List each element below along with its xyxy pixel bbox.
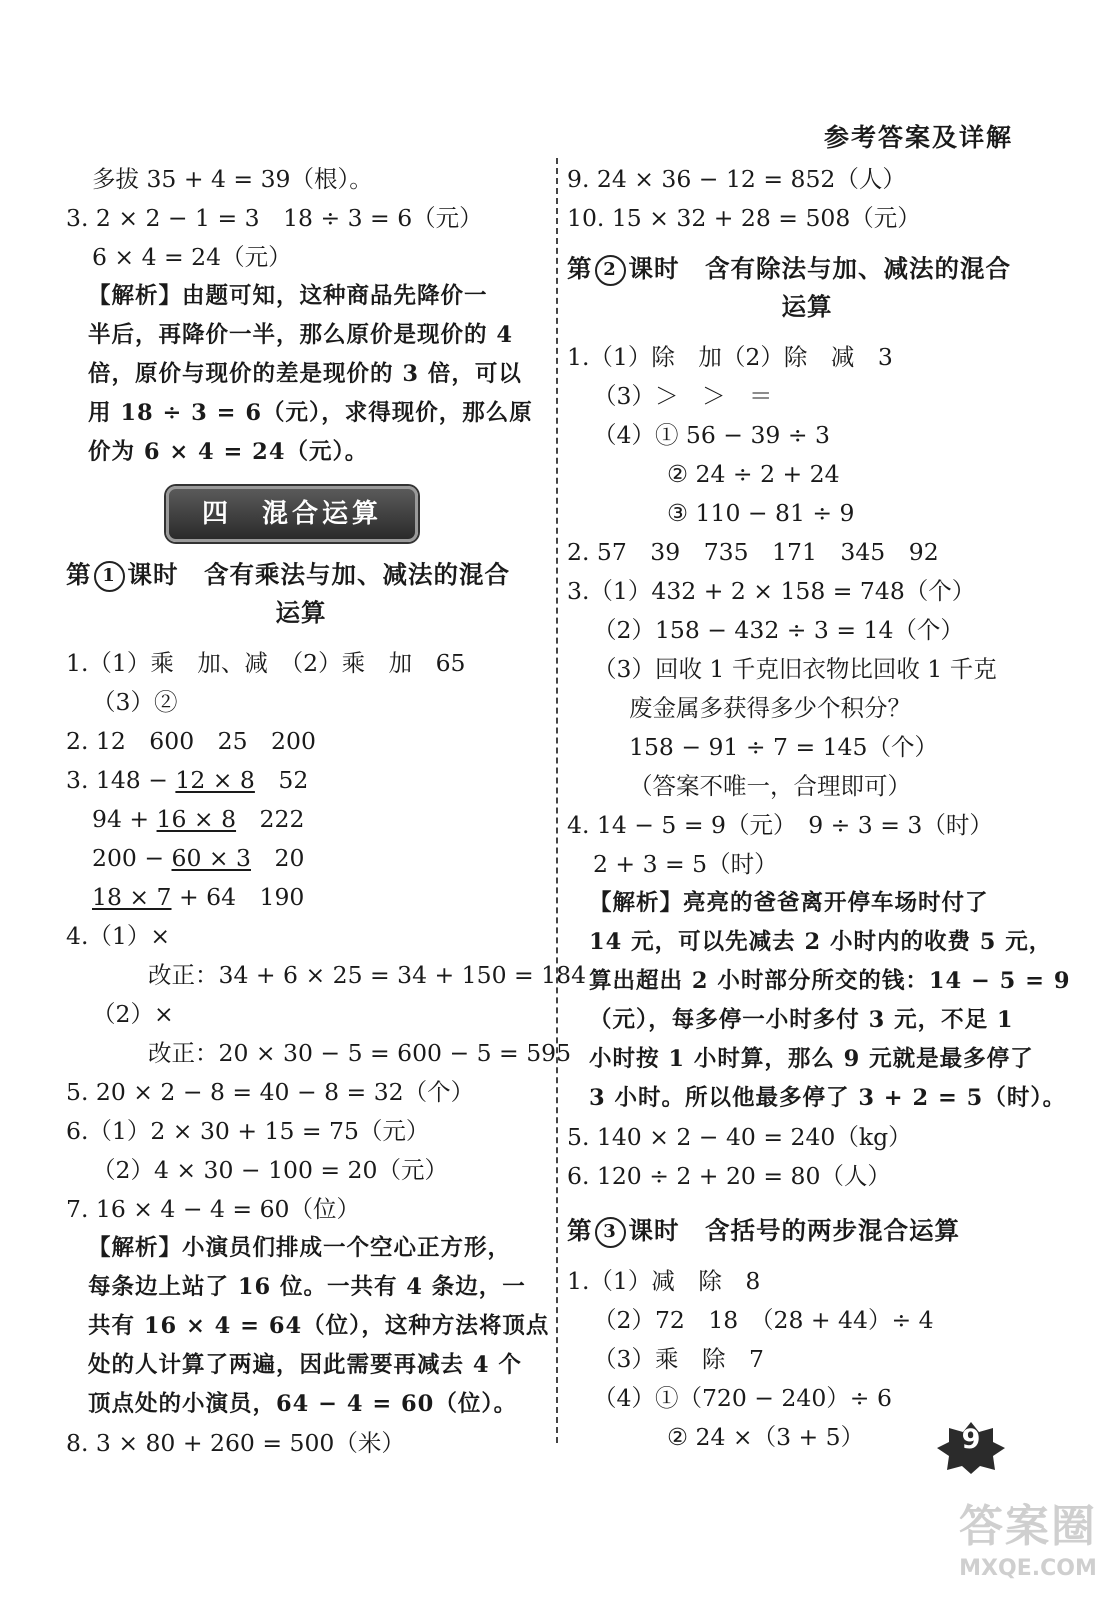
answer-line: （2）× bbox=[92, 1000, 174, 1028]
lesson-title-text: 课时 含有除法与加、减法的混合 bbox=[628, 254, 1011, 283]
answer-line: 6.（1）2 × 30 + 15 = 75（元） bbox=[66, 1117, 430, 1145]
note-line: 小时按 1 小时算，那么 9 元就是最多停了 bbox=[589, 1046, 1034, 1072]
note-line: 【解析】由题可知，这种商品先降价一 bbox=[88, 283, 488, 309]
note-line: 用 18 ÷ 3 = 6（元），求得现价，那么原 bbox=[88, 400, 533, 426]
lesson-title-text: 课时 含括号的两步混合运算 bbox=[628, 1216, 960, 1245]
answer-line: 改正：34 + 6 × 25 = 34 + 150 = 184 bbox=[148, 961, 587, 989]
lesson-title bbox=[66, 556, 536, 632]
answer-line: （3）＞ ＞ ＝ bbox=[593, 382, 773, 410]
answer-line: （2）72 18 （28 + 44）÷ 4 bbox=[593, 1306, 934, 1334]
answer-line: 3. 2 × 2 − 1 = 3 18 ÷ 3 = 6（元） bbox=[66, 204, 483, 232]
right-column bbox=[567, 160, 1071, 1457]
answer-line: ② 24 ÷ 2 + 24 bbox=[667, 460, 840, 488]
note-line: 倍，原价与现价的差是现价的 3 倍，可以 bbox=[88, 361, 522, 387]
answer-line: 6. 120 ÷ 2 + 20 = 80（人） bbox=[567, 1162, 891, 1190]
answer-line: （3）回收 1 千克旧衣物比回收 1 千克 bbox=[593, 655, 997, 683]
note-line: 每条边上站了 16 位。一共有 4 条边，一 bbox=[88, 1274, 526, 1300]
answer-line: （3）乘 除 7 bbox=[593, 1345, 764, 1373]
answer-line: （2）4 × 30 − 100 = 20（元） bbox=[92, 1156, 448, 1184]
answer-line: 改正：20 × 30 − 5 = 600 − 5 = 595 bbox=[148, 1039, 572, 1067]
note-line: 顶点处的小演员，64 − 4 = 60（位）。 bbox=[88, 1391, 518, 1417]
answer-line: 8. 3 × 80 + 260 = 500（米） bbox=[66, 1429, 405, 1457]
analysis-note bbox=[66, 277, 536, 472]
page-number: 9 bbox=[961, 1424, 981, 1455]
lesson-title-text: 课时 含有乘法与加、减法的混合 bbox=[127, 560, 510, 589]
section-banner: 四 混合运算 bbox=[166, 486, 418, 542]
lesson-number-badge: 1 bbox=[94, 561, 125, 592]
answer-line: 2. 12 600 25 200 bbox=[66, 727, 316, 755]
answer-line bbox=[66, 878, 536, 917]
expr-part: 3. 148 − bbox=[66, 766, 176, 794]
answer-line: 1.（1）除 加（2）除 减 3 bbox=[567, 343, 893, 371]
expr-part: + 64 190 bbox=[171, 883, 305, 911]
page-number-badge bbox=[935, 1420, 1007, 1474]
lesson-title bbox=[567, 250, 1047, 326]
expr-part: 52 bbox=[254, 766, 309, 794]
answer-line: （4）①（720 − 240）÷ 6 bbox=[593, 1384, 892, 1412]
answer-line: 2. 57 39 735 171 345 92 bbox=[567, 538, 939, 566]
lesson-title-text: 运算 bbox=[275, 598, 327, 627]
note-line: 3 小时。所以他最多停了 3 + 2 = 5（时）。 bbox=[589, 1085, 1067, 1111]
expr-part: 200 − bbox=[92, 844, 172, 872]
answer-line bbox=[66, 800, 536, 839]
expr-part: 20 bbox=[251, 844, 305, 872]
watermark bbox=[943, 1470, 1113, 1600]
answer-line: 4.（1）× bbox=[66, 922, 171, 950]
answer-line: 5. 140 × 2 − 40 = 240（kg） bbox=[567, 1123, 912, 1151]
answer-line: 多拔 35 + 4 = 39（根）。 bbox=[92, 165, 373, 193]
answer-line: 4. 14 − 5 = 9（元） 9 ÷ 3 = 3（时） bbox=[567, 811, 993, 839]
note-line: 算出超出 2 小时部分所交的钱：14 − 5 = 9 bbox=[589, 968, 1071, 994]
note-line: 14 元，可以先减去 2 小时内的收费 5 元， bbox=[589, 929, 1053, 955]
answer-line: 9. 24 × 36 − 12 = 852（人） bbox=[567, 165, 906, 193]
note-line: 处的人计算了两遍，因此需要再减去 4 个 bbox=[88, 1352, 522, 1378]
answer-line: 158 − 91 ÷ 7 = 145（个） bbox=[629, 733, 938, 761]
answer-line bbox=[66, 839, 536, 878]
answer-line bbox=[66, 761, 536, 800]
lesson-title-text: 运算 bbox=[781, 292, 833, 321]
note-line: （元），每多停一小时多付 3 元，不足 1 bbox=[589, 1007, 1014, 1033]
lesson-prefix: 第 bbox=[567, 254, 593, 283]
expr-part: 222 bbox=[236, 805, 305, 833]
lesson-number-badge: 3 bbox=[595, 1217, 626, 1248]
analysis-note bbox=[66, 1229, 550, 1424]
answer-line: 1.（1）乘 加、减 （2）乘 加 65 bbox=[66, 649, 466, 677]
lesson-prefix: 第 bbox=[567, 1216, 593, 1245]
underlined-expr: 18 × 7 bbox=[92, 883, 172, 911]
note-line: 共有 16 × 4 = 64（位），这种方法将顶点 bbox=[88, 1313, 550, 1339]
answer-line: 1.（1）减 除 8 bbox=[567, 1267, 761, 1295]
lesson-title bbox=[567, 1212, 1047, 1250]
answer-line: ③ 110 − 81 ÷ 9 bbox=[667, 499, 855, 527]
left-column bbox=[66, 160, 587, 1463]
expr-part: 94 + bbox=[92, 805, 157, 833]
running-header: 参考答案及详解 bbox=[823, 123, 1013, 152]
note-line: 【解析】小演员们排成一个空心正方形， bbox=[88, 1235, 512, 1261]
answer-line: 2 + 3 = 5（时） bbox=[593, 850, 778, 878]
answer-line: 5. 20 × 2 − 8 = 40 − 8 = 32（个） bbox=[66, 1078, 475, 1106]
note-line: 价为 6 × 4 = 24（元）。 bbox=[88, 439, 369, 465]
note-line: 半后，再降价一半，那么原价是现价的 4 bbox=[88, 322, 513, 348]
note-line: 【解析】亮亮的爸爸离开停车场时付了 bbox=[589, 890, 989, 916]
lesson-prefix: 第 bbox=[66, 560, 92, 589]
underlined-expr: 12 × 8 bbox=[175, 766, 255, 794]
answer-line: （3）② bbox=[92, 688, 178, 716]
answer-line: 7. 16 × 4 − 4 = 60（位） bbox=[66, 1195, 360, 1223]
answer-line: （4）① 56 − 39 ÷ 3 bbox=[593, 421, 830, 449]
answer-line: 3.（1）432 + 2 × 158 = 748（个） bbox=[567, 577, 976, 605]
answer-line: （2）158 − 432 ÷ 3 = 14（个） bbox=[593, 616, 964, 644]
column-divider bbox=[556, 158, 558, 1443]
answer-line: 6 × 4 = 24（元） bbox=[92, 243, 292, 271]
underlined-expr: 60 × 3 bbox=[171, 844, 251, 872]
analysis-note bbox=[567, 884, 1071, 1118]
watermark-url: MXQE.COM bbox=[959, 1556, 1097, 1581]
answer-line: 废金属多获得多少个积分？ bbox=[629, 694, 911, 722]
lesson-number-badge: 2 bbox=[595, 255, 626, 286]
watermark-logo-text: 答案圈 bbox=[959, 1501, 1097, 1552]
answer-line: ② 24 ×（3 + 5） bbox=[667, 1423, 865, 1451]
answer-line: （答案不唯一，合理即可） bbox=[629, 772, 911, 800]
underlined-expr: 16 × 8 bbox=[156, 805, 237, 833]
answer-line: 10. 15 × 32 + 28 = 508（元） bbox=[567, 204, 921, 232]
